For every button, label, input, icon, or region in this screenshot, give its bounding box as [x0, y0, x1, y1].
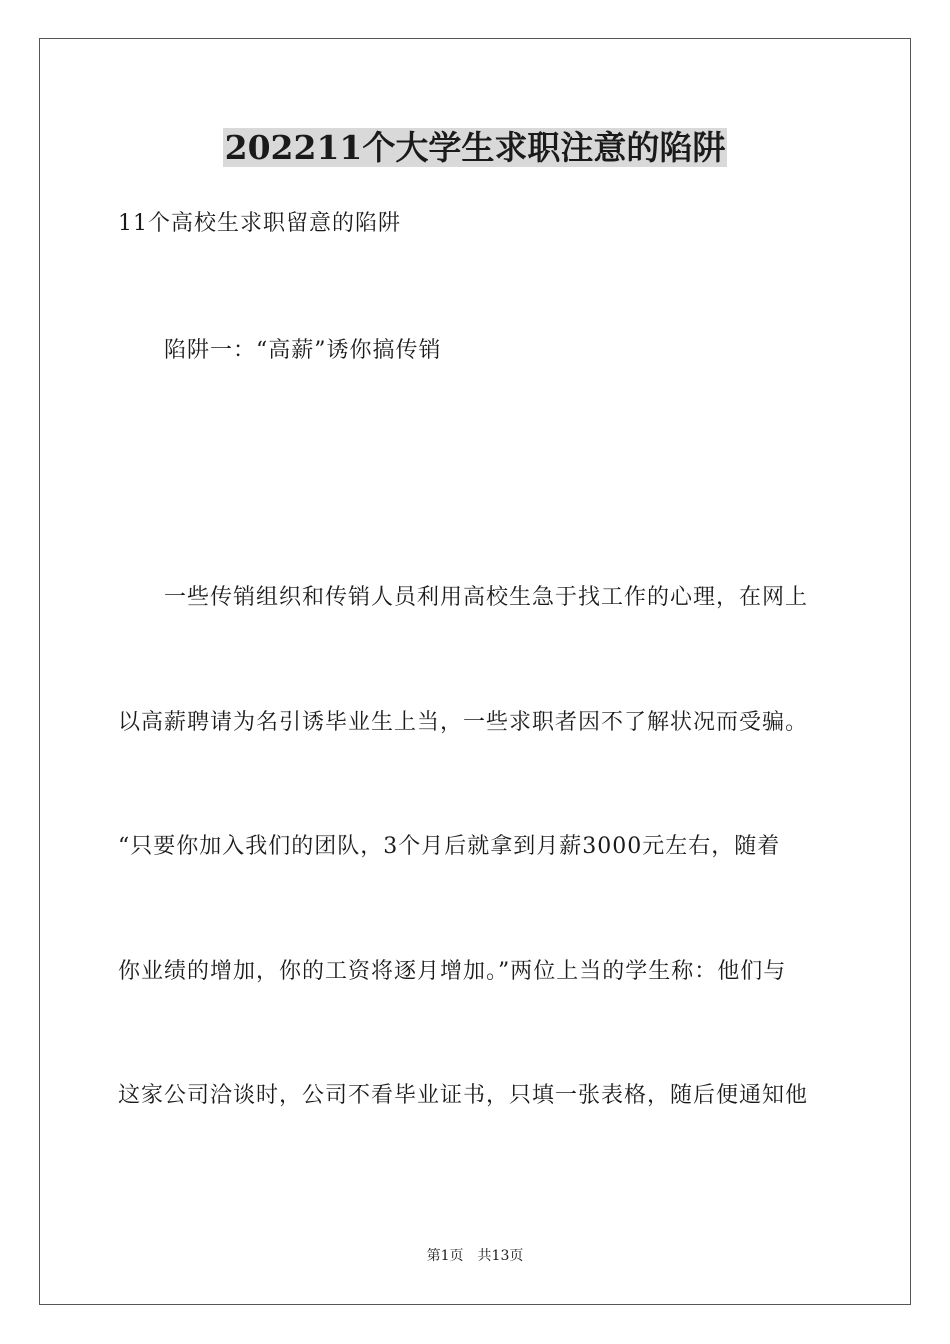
section-heading: 陷阱一：“高薪”诱你搞传销 [164, 338, 442, 363]
body-paragraph-line: 你业绩的增加，你的工资将逐月增加。”两位上当的学生称：他们与 [118, 959, 787, 984]
page-total: 共13页 [477, 1248, 524, 1264]
page-footer [0, 1246, 950, 1266]
document-subtitle: 11个高校生求职留意的陷阱 [118, 211, 401, 236]
body-paragraph-line: 一些传销组织和传销人员利用高校生急于找工作的心理，在网上 [164, 585, 809, 610]
body-paragraph-line: 以高薪聘请为名引诱毕业生上当，一些求职者因不了解状况而受骗。 [118, 710, 809, 735]
document-title-text: 202211个大学生求职注意的陷阱 [224, 128, 726, 167]
body-paragraph-line: 这家公司洽谈时，公司不看毕业证书，只填一张表格，随后便通知他 [118, 1083, 809, 1108]
page-number: 第1页 [426, 1248, 464, 1264]
body-paragraph-line: “只要你加入我们的团队，3个月后就拿到月薪3000元左右，随着 [118, 834, 781, 859]
document-title [0, 122, 950, 174]
